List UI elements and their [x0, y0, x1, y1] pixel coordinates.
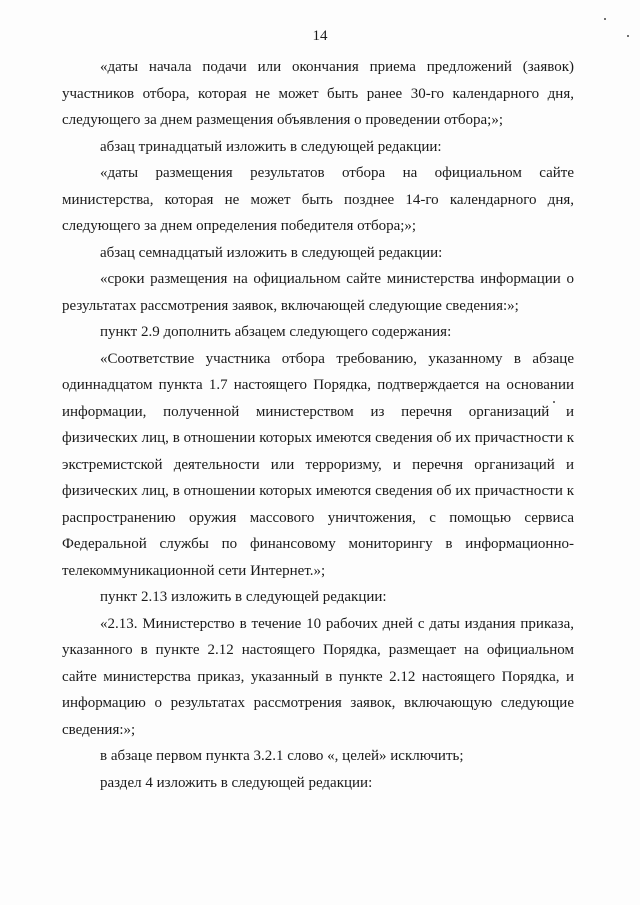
paragraph: «сроки размещения на официальном сайте министерства информации о результатах рассмотрения заявок, включающей следующие сведения:»; [62, 271, 574, 314]
paragraph: «2.13. Министерство в течение 10 рабочих дней с даты издания приказа, указанного в пункте 2.12 настоящего Порядка, размещает на официальном сайте министерства приказ, указанный в пункте 2.12 настоящего Порядка, и информацию о результатах рассмотрения заявок, включающую следующие сведения:»; [62, 615, 574, 738]
paragraph: «даты размещения результатов отбора на официальном сайте министерства, которая не может быть позднее 14-го календарного дня, следующего за днем определения победителя отбора;»; [62, 165, 574, 234]
paragraph: в абзаце первом пункта 3.2.1 слово «, целей» исключить; [100, 748, 464, 764]
document-body [62, 54, 574, 796]
page-number: 14 [312, 28, 328, 44]
scan-speck [627, 35, 629, 37]
scan-speck [604, 18, 606, 20]
paragraph: абзац тринадцатый изложить в следующей редакции: [100, 138, 442, 155]
paragraph: раздел 4 изложить в следующей редакции: [100, 774, 373, 791]
paragraph: пункт 2.13 изложить в следующей редакции: [100, 589, 387, 605]
paragraph: «Соответствие участника отбора требованию, указанному в абзаце одиннадцатом пункта 1.7 настоящего Порядка, подтверждается на основании информации, полученной министерством из перечня организаций и физических лиц, в отношении которых имеются сведения об их причастности к экстремистской деятельности или терроризму, и перечня организаций и физических лиц, в отношении которых имеются сведения об их причастности к распространению оружия массового уничтожения, с помощью сервиса Федеральной службы по финансовому мониторингу в информационно-телекоммуникационной сети Интернет.»; [62, 350, 574, 579]
scan-speck [553, 401, 555, 403]
paragraph: абзац семнадцатый изложить в следующей редакции: [100, 244, 443, 261]
paragraph: «даты начала подачи или окончания приема предложений (заявок) участников отбора, которая не может быть ранее 30-го календарного дня, следующего за днем размещения объявления о проведении отбора;»; [62, 59, 574, 128]
paragraph: пункт 2.9 дополнить абзацем следующего содержания: [100, 324, 452, 340]
